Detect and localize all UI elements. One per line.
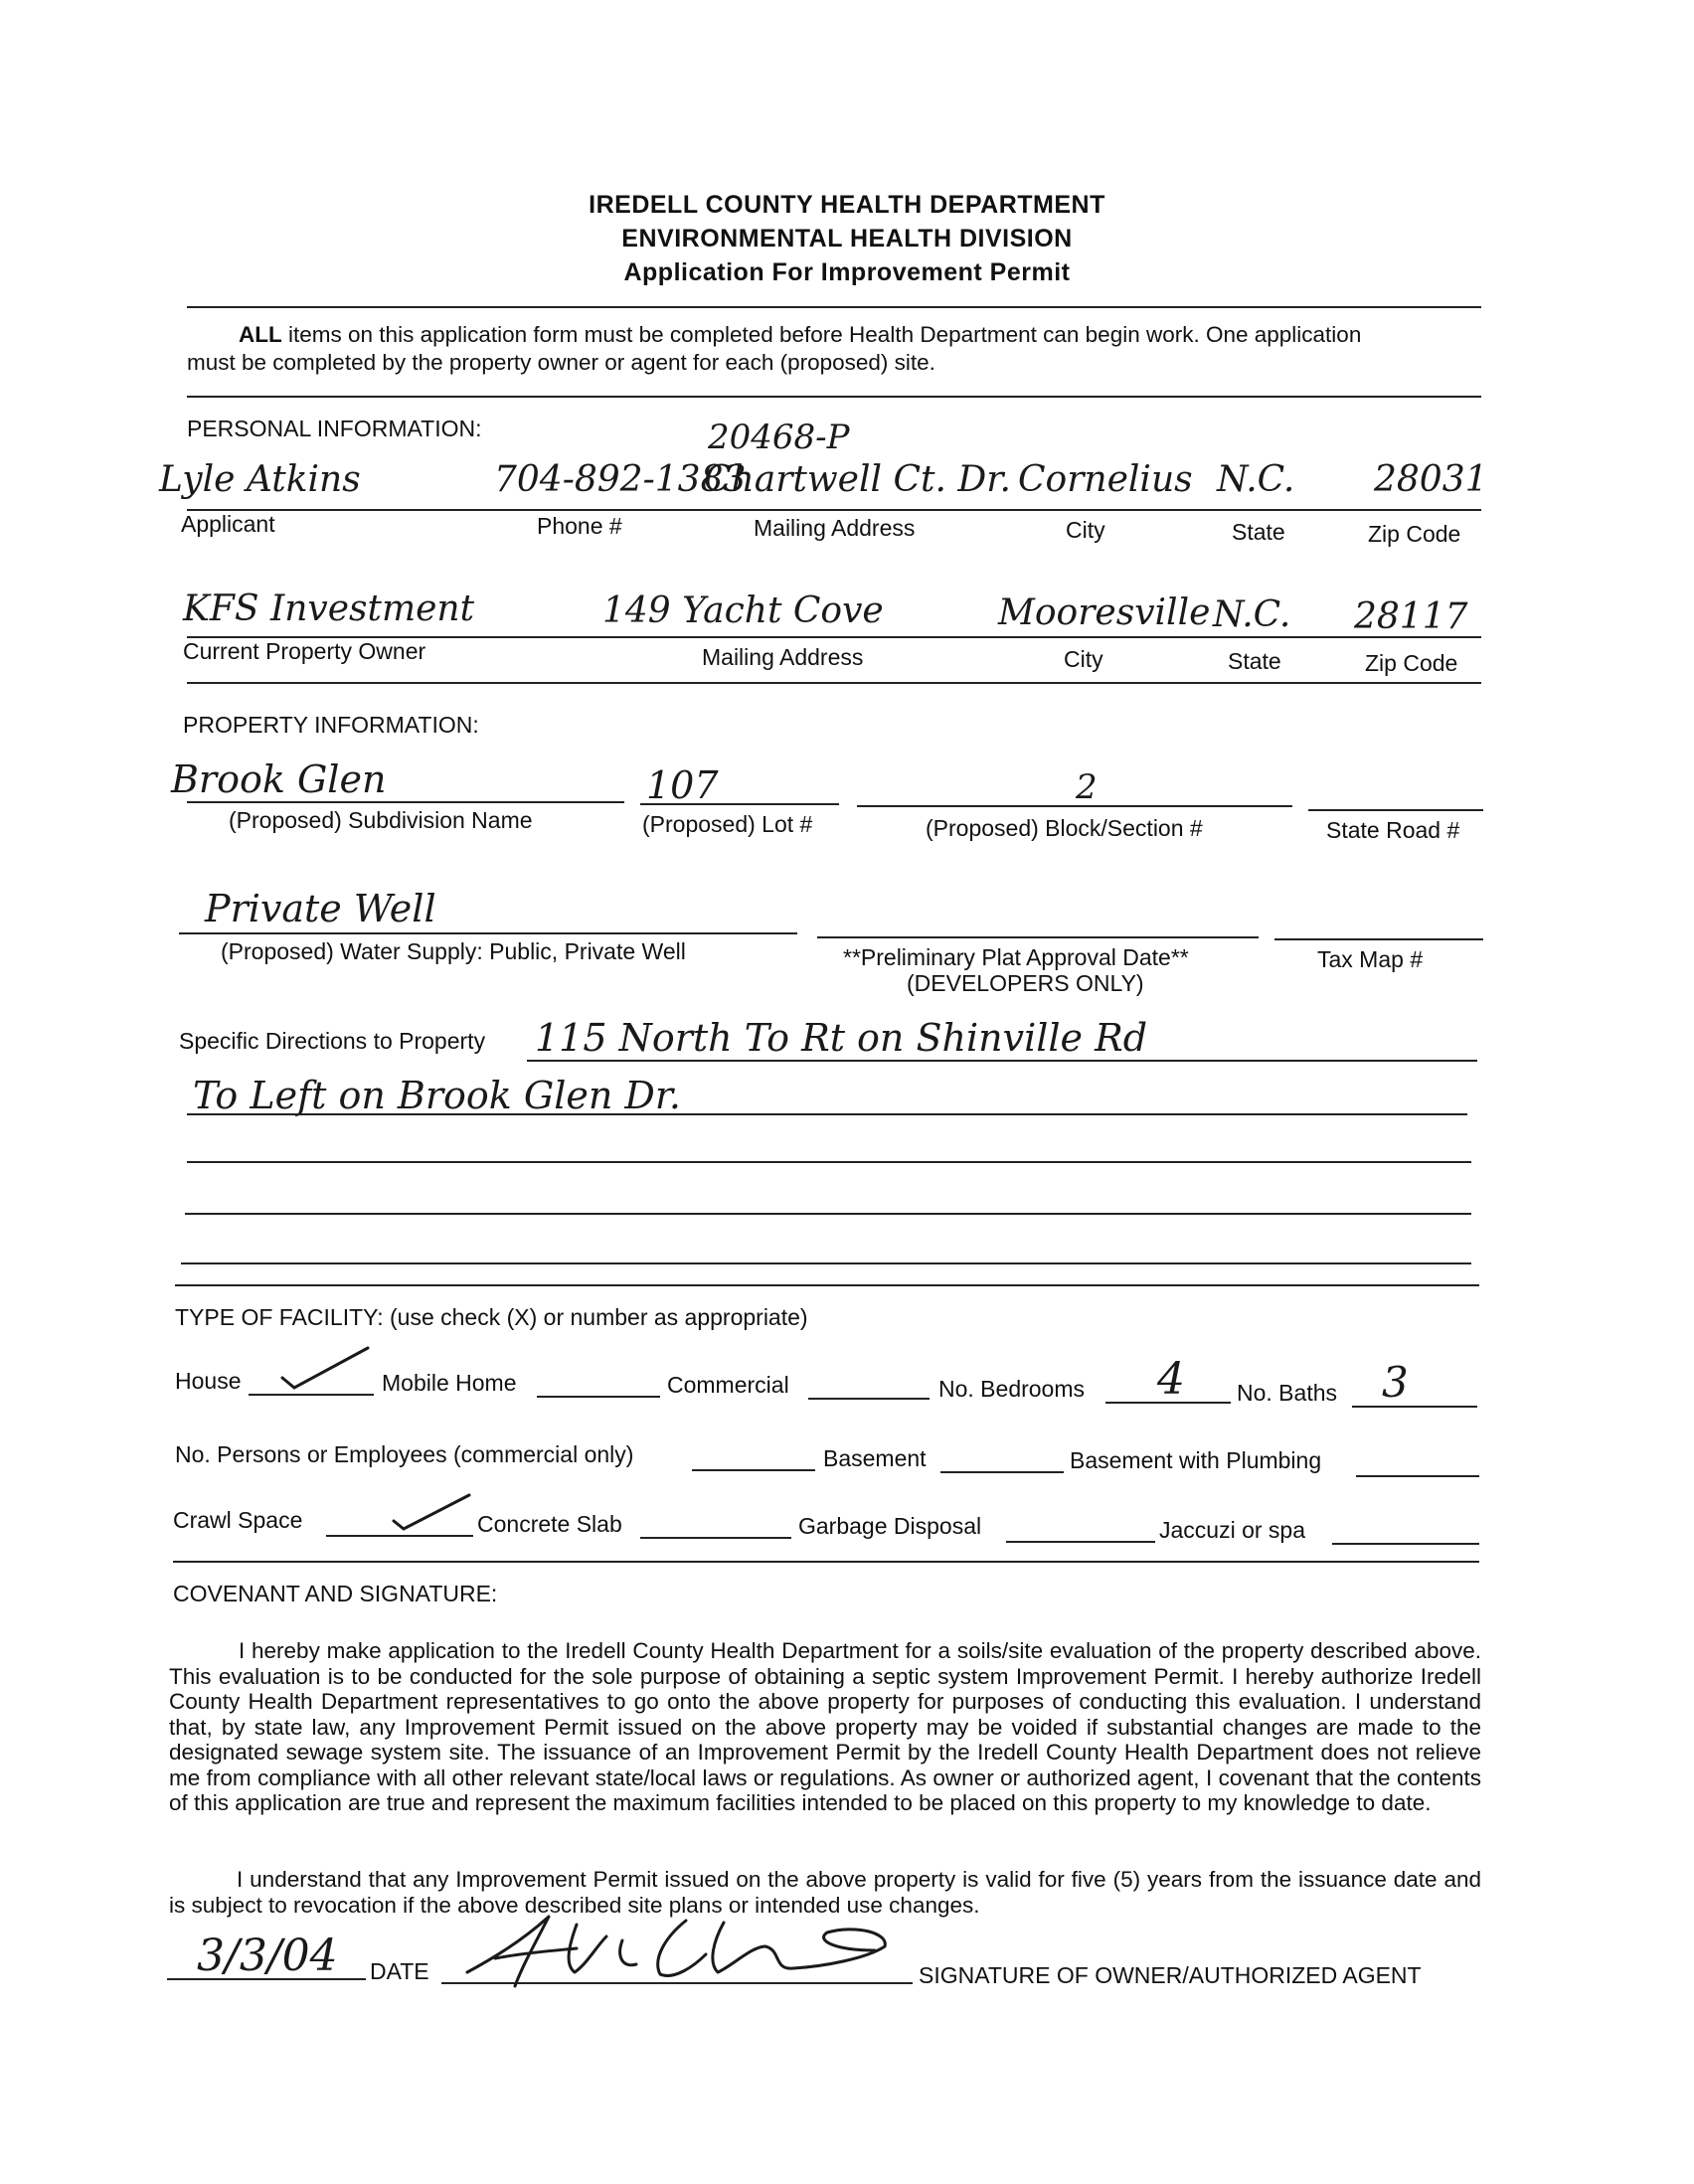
department-title: IREDELL COUNTY HEALTH DEPARTMENT xyxy=(589,191,1105,219)
concrete-slab-label: Concrete Slab xyxy=(477,1511,622,1537)
house-label: House xyxy=(175,1368,242,1394)
owner-address-value: 149 Yacht Cove xyxy=(602,590,884,631)
lot-line xyxy=(640,803,839,805)
jacuzzi-label: Jaccuzi or spa xyxy=(1159,1517,1306,1543)
subdivision-line xyxy=(187,801,624,803)
signature-label: SIGNATURE OF OWNER/AUTHORIZED AGENT xyxy=(919,1962,1422,1988)
basement-blank xyxy=(940,1471,1064,1473)
state-value: N.C. xyxy=(1217,459,1295,500)
water-supply-label: (Proposed) Water Supply: Public, Private Well xyxy=(221,938,686,964)
intro-line-2: must be completed by the property owner or agent for each (proposed) site. xyxy=(187,350,935,375)
commercial-blank xyxy=(808,1398,930,1400)
directions-line-1: 115 North To Rt on Shinville Rd xyxy=(535,1016,1148,1060)
applicant-line xyxy=(187,509,1481,511)
basement-label: Basement xyxy=(823,1445,927,1471)
intro-line-1 xyxy=(239,322,1361,348)
directions-label: Specific Directions to Property xyxy=(179,1028,486,1054)
baths-blank xyxy=(1352,1406,1477,1408)
directions-line-5-rule xyxy=(181,1262,1471,1264)
state-road-line xyxy=(1308,809,1483,811)
directions-line-3-rule xyxy=(187,1161,1471,1163)
owner-zip-value: 28117 xyxy=(1354,596,1468,637)
plat-developers-note: (DEVELOPERS ONLY) xyxy=(907,970,1144,996)
owner-zip-label: Zip Code xyxy=(1365,650,1458,676)
owner-city-label: City xyxy=(1064,646,1103,672)
baths-label: No. Baths xyxy=(1237,1380,1337,1406)
owner-value: KFS Investment xyxy=(183,588,475,629)
directions-line-2-rule xyxy=(187,1113,1467,1115)
persons-label: No. Persons or Employees (commercial only) xyxy=(175,1441,634,1467)
city-label: City xyxy=(1066,517,1105,543)
owner-state-label: State xyxy=(1228,648,1281,674)
directions-line-2: To Left on Brook Glen Dr. xyxy=(193,1074,681,1117)
state-road-label: State Road # xyxy=(1326,817,1460,843)
block-label: (Proposed) Block/Section # xyxy=(926,815,1203,841)
zip-value: 28031 xyxy=(1374,459,1488,500)
tax-map-line xyxy=(1274,938,1483,940)
owner-city-value: Mooresville xyxy=(998,592,1211,633)
crawl-space-label: Crawl Space xyxy=(173,1507,303,1533)
form-title: Application For Improvement Permit xyxy=(623,258,1071,286)
mailing-address-value: Chartwell Ct. Dr. xyxy=(704,459,1011,500)
intro-line-1-text: items on this application form must be completed before Health Department can begin work. One application xyxy=(288,322,1362,347)
state-label: State xyxy=(1232,519,1285,545)
facility-heading: TYPE OF FACILITY: (use check (X) or number as appropriate) xyxy=(175,1304,808,1330)
phone-label: Phone # xyxy=(537,513,622,539)
mailing-address-label: Mailing Address xyxy=(754,515,916,541)
covenant-paragraph-1: I hereby make application to the Iredell County Health Department for a soils/site evaluation of the property described above. This evaluation is to be conducted for the sole purpose of obtaining a septic system Improvement Permit. I hereby authorize Iredell County Health Department representatives to go onto the above property for purposes of conducting this evaluation. I understand that, by state law, any Improvement Permit issued on the above property may be voided if substantial changes are made to the designated sewage system site. The issuance of an Improvement Permit by the Iredell County Health Department does not relieve me from compliance with all other relevant state/local laws or regulations. As owner or authorized agent, I covenant that the contents of this application are true and represent the maximum facilities intended to be placed on this property to my knowledge to date. xyxy=(169,1638,1481,1815)
house-check-mark xyxy=(278,1342,372,1392)
garbage-disposal-blank xyxy=(1006,1541,1155,1543)
header-rule xyxy=(187,306,1481,308)
bedrooms-label: No. Bedrooms xyxy=(938,1376,1086,1402)
applicant-label: Applicant xyxy=(181,511,275,537)
basement-plumbing-blank xyxy=(1356,1475,1479,1477)
crawl-space-check-mark xyxy=(390,1489,473,1533)
phone-value: 704-892-1383 xyxy=(494,459,747,500)
file-number: 20468-P xyxy=(708,418,850,457)
jacuzzi-blank xyxy=(1332,1543,1479,1545)
date-line xyxy=(167,1978,366,1980)
water-supply-value: Private Well xyxy=(205,887,436,930)
lot-value: 107 xyxy=(646,763,719,807)
mobile-home-blank xyxy=(537,1396,660,1398)
subdivision-label: (Proposed) Subdivision Name xyxy=(229,807,533,833)
division-title: ENVIRONMENTAL HEALTH DIVISION xyxy=(621,225,1073,252)
baths-value: 3 xyxy=(1382,1358,1409,1407)
plat-date-label: **Preliminary Plat Approval Date** xyxy=(843,944,1189,970)
property-section-rule xyxy=(175,1284,1479,1286)
date-label: DATE xyxy=(370,1958,429,1984)
block-line xyxy=(857,805,1292,807)
owner-label: Current Property Owner xyxy=(183,638,426,664)
facility-section-rule xyxy=(173,1561,1479,1563)
crawl-space-blank xyxy=(326,1535,473,1537)
owner-address-label: Mailing Address xyxy=(702,644,864,670)
concrete-slab-blank xyxy=(640,1537,791,1539)
basement-plumbing-label: Basement with Plumbing xyxy=(1070,1447,1322,1473)
persons-blank xyxy=(692,1469,815,1471)
lot-label: (Proposed) Lot # xyxy=(642,811,813,837)
garbage-disposal-label: Garbage Disposal xyxy=(798,1513,982,1539)
signature-image xyxy=(457,1907,905,1990)
owner-state-value: N.C. xyxy=(1213,594,1291,635)
commercial-label: Commercial xyxy=(667,1372,789,1398)
tax-map-label: Tax Map # xyxy=(1317,946,1424,972)
mobile-home-label: Mobile Home xyxy=(382,1370,517,1396)
plat-date-line xyxy=(817,936,1259,938)
intro-bold-word: ALL xyxy=(239,322,282,347)
personal-section-rule xyxy=(187,682,1481,684)
intro-rule xyxy=(187,396,1481,398)
directions-line-1-rule xyxy=(527,1060,1477,1062)
covenant-paragraph-2: I understand that any Improvement Permit issued on the above property is valid for five (5) years from the issuance date and is subject to revocation if the above described site plans or intended use changes. xyxy=(169,1867,1481,1918)
covenant-heading: COVENANT AND SIGNATURE: xyxy=(173,1581,498,1606)
subdivision-value: Brook Glen xyxy=(171,757,387,801)
bedrooms-value: 4 xyxy=(1157,1354,1185,1405)
zip-label: Zip Code xyxy=(1368,521,1461,547)
directions-line-4-rule xyxy=(185,1213,1471,1215)
house-blank xyxy=(249,1394,374,1396)
city-value: Cornelius xyxy=(1018,459,1193,500)
date-value: 3/3/04 xyxy=(197,1931,338,1981)
applicant-value: Lyle Atkins xyxy=(159,459,361,500)
water-supply-line xyxy=(179,932,797,934)
property-info-heading: PROPERTY INFORMATION: xyxy=(183,712,479,738)
block-value: 2 xyxy=(1076,767,1098,807)
personal-info-heading: PERSONAL INFORMATION: xyxy=(187,416,482,441)
